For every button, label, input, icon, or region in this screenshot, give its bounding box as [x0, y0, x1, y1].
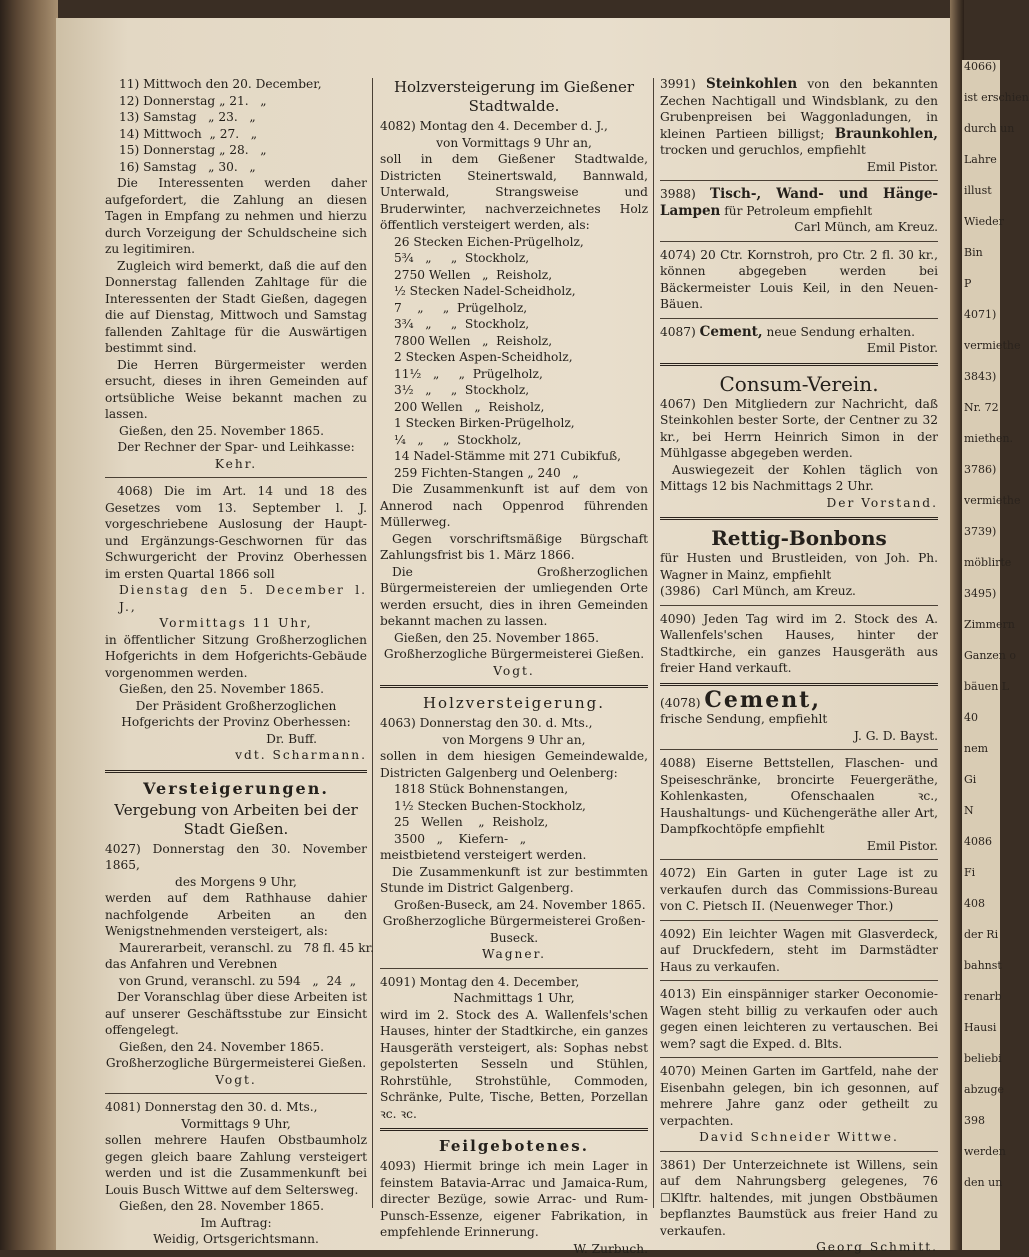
signature: Emil Pistor.	[660, 159, 938, 176]
book-spine-left	[0, 0, 58, 1250]
notice-4068: 4068) Die im Art. 14 und 18 des Gesetzes vom 13. September l. J. vorgeschriebene Auslosung der Haupt- und Ergänzungs-Geschwornen für das Schwurgericht der Provinz Oberhessen im ersten Quartal 1866 soll	[105, 483, 367, 582]
section-heading: Holzversteigerung.	[380, 694, 648, 713]
date-line: Gießen, den 25. November 1865.	[380, 630, 648, 647]
section-heading: Consum-Verein.	[660, 372, 938, 396]
section-heading: Feilgebotenes.	[380, 1137, 648, 1156]
signature: (3986) Carl Münch, am Kreuz.	[660, 583, 938, 600]
notice-4013: 4013) Ein einspänniger starker Oeconomie-Wagen steht billig zu verkaufen oder auch gegen einen leichteren zu vertauschen. Bei wem? sagt die Exped. d. Blts.	[660, 986, 938, 1052]
paragraph: meistbietend versteigert werden.	[380, 847, 648, 864]
column-rule-1	[372, 78, 373, 1208]
notice-4078	[660, 692, 938, 712]
divider	[660, 241, 938, 242]
list-item: 200 Wellen „ Reisholz,	[394, 399, 648, 416]
list-item: 26 Stecken Eichen-Prügelholz,	[394, 234, 648, 251]
edge-fragment: den un	[962, 1176, 1000, 1189]
edge-fragment: P	[962, 277, 1000, 290]
list-item: 1 Stecken Birken-Prügelholz,	[394, 415, 648, 432]
signature: Wagner.	[380, 946, 648, 963]
column-1	[105, 76, 367, 1248]
notice-4074: 4074) 20 Ctr. Kornstroh, pro Ctr. 2 fl. 30 kr., können abgegeben werden bei Bäckermeister Louis Keil, in den Neuen-Bäuen.	[660, 247, 938, 313]
time-line: Vormittags 9 Uhr,	[105, 1116, 367, 1133]
list-item: 1818 Stück Bohnenstangen,	[394, 781, 648, 798]
divider	[660, 920, 938, 921]
edge-fragment: Gi	[962, 773, 1000, 786]
divider	[105, 1093, 367, 1094]
paragraph: frische Sendung, empfiehlt	[660, 711, 938, 728]
paragraph: werden auf dem Rathhause dahier nachfolgende Arbeiten an den Wenigstnehmenden versteigert, als:	[105, 890, 367, 940]
edge-fragment: werden	[962, 1145, 1000, 1158]
divider	[660, 683, 938, 686]
time-line: Vormittags 11 Uhr,	[105, 615, 367, 632]
signature: Carl Münch, am Kreuz.	[660, 219, 938, 236]
divider	[660, 605, 938, 606]
ad-text: für Petroleum empfiehlt	[724, 204, 872, 218]
paragraph: für Husten und Brustleiden, von Joh. Ph. Wagner in Mainz, empfiehlt	[660, 550, 938, 583]
paragraph: wird im 2. Stock des A. Wallenfels'schen Hauses, hinter der Stadtkirche, ein ganzes Hausgeräth versteigert, als: Sophas nebst gepolsterten Sesseln und Stühlen, Rohrstühle, Strohstühle, Commoden, Schränke, Pulte, Tische, Betten, Porzellan ꝛc. ꝛc.	[380, 1007, 648, 1123]
paragraph: Gegen vorschriftsmäßige Bürgschaft Zahlungsfrist bis 1. März 1866.	[380, 531, 648, 564]
ad-headline: Braunkohlen,	[835, 126, 938, 142]
signature: J. G. D. Bayst.	[660, 728, 938, 745]
edge-fragment: miethen.	[962, 432, 1000, 445]
ad-headline: Cement,	[700, 324, 763, 340]
edge-fragment: Lahre	[962, 153, 1000, 166]
divider	[660, 363, 938, 366]
edge-fragment: Bin	[962, 246, 1000, 259]
date-line: Gießen, den 28. November 1865.	[105, 1198, 367, 1215]
list-item: 259 Fichten-Stangen „ 240 „	[394, 465, 648, 482]
edge-fragment: 4066)	[962, 60, 1000, 73]
signature: Der Präsident Großherzoglichen Hofgerichts der Provinz Oberhessen:	[105, 698, 367, 731]
edge-fragment: bäuen L	[962, 680, 1000, 693]
paragraph: soll in dem Gießener Stadtwalde, Districten Steinertswald, Bannwald, Unterwald, Strangsweise und Bruderwinter, nachverzeichnetes Holz öffentlich versteigert werden, als:	[380, 151, 648, 234]
paragraph: sollen mehrere Haufen Obstbaumholz gegen gleich baare Zahlung versteigert werden und ist die Zusammenkunft bei Louis Busch Wittwe auf dem Seltersweg.	[105, 1132, 367, 1198]
price-line: Maurerarbeit, veranschl. zu 78 fl. 45 kr.	[105, 940, 367, 957]
edge-fragment: ist erschien	[962, 91, 1000, 104]
edge-fragment: 3739)	[962, 525, 1000, 538]
time-line: Nachmittags 1 Uhr,	[380, 990, 648, 1007]
ad-number: (4078)	[660, 696, 701, 710]
signature: Großherzogliche Bürgermeisterei Gießen.	[380, 646, 648, 663]
section-heading: Holzversteigerung im Gießener Stadtwalde.	[380, 78, 648, 116]
price-line: von Grund, veranschl. zu 594 „ 24 „	[105, 973, 367, 990]
edge-fragment: renarb	[962, 990, 1000, 1003]
ad-number: 3991)	[660, 77, 696, 91]
signature: David Schneider Wittwe.	[660, 1129, 938, 1146]
edge-fragment: durch un	[962, 122, 1000, 135]
paragraph: Die Herren Bürgermeister werden ersucht, dieses in ihren Gemeinden auf ortsübliche Weise bekannt machen zu lassen.	[105, 357, 367, 423]
wood-list	[380, 234, 648, 482]
list-item: 11) Mittwoch den 20. December,	[119, 76, 367, 93]
divider	[380, 685, 648, 688]
ad-text: von den bekannten Zechen Nachtigall und Windsblank, zu den Grubenpreisen bei Waggonladungen, in kleinen Partieen billigst;	[660, 77, 938, 141]
notice-4092: 4092) Ein leichter Wagen mit Glasverdeck, auf Druckfedern, steht im Darmstädter Haus zu verkaufen.	[660, 926, 938, 976]
date-line: Gießen, den 24. November 1865.	[105, 1039, 367, 1056]
price-line: das Anfahren und Verebnen	[105, 956, 367, 973]
list-item: 2750 Wellen „ Reisholz,	[394, 267, 648, 284]
list-item: 2 Stecken Aspen-Scheidholz,	[394, 349, 648, 366]
ad-headline: Tisch-, Wand- und Hänge-Lampen	[660, 186, 938, 219]
divider	[660, 180, 938, 181]
list-item: ½ Stecken Nadel-Scheidholz,	[394, 283, 648, 300]
list-item: 15) Donnerstag „ 28. „	[119, 142, 367, 159]
edge-fragment: bahnst	[962, 959, 1000, 972]
edge-fragment: 3786)	[962, 463, 1000, 476]
signature: Emil Pistor.	[660, 838, 938, 855]
list-item: 13) Samstag „ 23. „	[119, 109, 367, 126]
paragraph: Die Zusammenkunft ist auf dem von Annerod nach Oppenrod führenden Müllerweg.	[380, 481, 648, 531]
notice-4082-header: 4082) Montag den 4. December d. J.,	[380, 118, 648, 135]
edge-fragment: 40	[962, 711, 1000, 724]
list-item: 7 „ „ Prügelholz,	[394, 300, 648, 317]
date-line: Gießen, den 25. November 1865.	[105, 423, 367, 440]
ad-headline: Steinkohlen	[706, 76, 797, 92]
signature: Vogt.	[380, 663, 648, 680]
notice-3988	[660, 186, 938, 219]
notice-3991	[660, 76, 938, 159]
ad-number: 4087)	[660, 325, 696, 339]
column-rule-2	[653, 78, 654, 1208]
edge-fragment: 398	[962, 1114, 1000, 1127]
ad-text: trocken und geruchlos, empfiehlt	[660, 143, 866, 157]
edge-fragment: Ganzen o	[962, 649, 1000, 662]
notice-4093: 4093) Hiermit bringe ich mein Lager in feinstem Batavia-Arrac und Jamaica-Rum, directer Bezüge, sowie Arrac- und Rum-Punsch-Essenze, eigener Fabrikation, in empfehlende Erinnerung.	[380, 1158, 648, 1241]
list-item: 25 Wellen „ Reisholz,	[394, 814, 648, 831]
notice-4088: 4088) Eiserne Bettstellen, Flaschen- und Speiseschränke, broncirte Feuergeräthe, Kohlenkasten, Ofenschaalen ꝛc., Haushaltungs- und Küchengeräthe aller Art, Dampfkochtöpfe empfiehlt	[660, 755, 938, 838]
list-item: 14 Nadel-Stämme mit 271 Cubikfuß,	[394, 448, 648, 465]
paragraph: sollen in dem hiesigen Gemeindewalde, Districten Galgenberg und Oelenberg:	[380, 748, 648, 781]
signature: W. Zurbuch.	[380, 1241, 648, 1257]
paragraph: Die Interessenten werden daher aufgefordert, die Zahlung an diesen Tagen in Empfang zu nehmen und hierzu durch Vorzeigung der Schuldscheine sich zu legitimiren.	[105, 175, 367, 258]
edge-fragment: N	[962, 804, 1000, 817]
edge-fragment: vermiethe	[962, 494, 1000, 507]
edge-fragment: 3843)	[962, 370, 1000, 383]
edge-fragment: 4071)	[962, 308, 1000, 321]
divider	[380, 968, 648, 969]
payment-dates-list	[105, 76, 367, 175]
edge-fragment: 4086	[962, 835, 1000, 848]
list-item: ¼ „ „ Stockholz,	[394, 432, 648, 449]
signature: Weidig, Ortsgerichtsmann.	[105, 1231, 367, 1248]
signature: Vogt.	[105, 1072, 367, 1089]
wood-list	[380, 781, 648, 847]
notice-4090: 4090) Jeden Tag wird im 2. Stock des A. Wallenfels'schen Hauses, hinter der Stadtkirche, ein ganzes Hausgeräth aus freier Hand verkauft.	[660, 611, 938, 677]
list-item: 14) Mittwoch „ 27. „	[119, 126, 367, 143]
signature: Großherzogliche Bürgermeisterei Gießen.	[105, 1055, 367, 1072]
edge-fragment: Zimmern	[962, 618, 1000, 631]
list-item: 1½ Stecken Buchen-Stockholz,	[394, 798, 648, 815]
paragraph: in öffentlicher Sitzung Großherzoglichen Hofgerichts in dem Hofgerichts-Gebäude vorgenommen werden.	[105, 632, 367, 682]
notice-4087	[660, 324, 938, 341]
paragraph: Die Zusammenkunft ist zur bestimmten Stunde im District Galgenberg.	[380, 864, 648, 897]
edge-fragment: Hausi	[962, 1021, 1000, 1034]
signature: Im Auftrag:	[105, 1215, 367, 1232]
edge-fragment: illust	[962, 184, 1000, 197]
divider	[660, 749, 938, 750]
edge-fragment: vermiethe	[962, 339, 1000, 352]
notice-4081-header: 4081) Donnerstag den 30. d. Mts.,	[105, 1099, 367, 1116]
notice-4063-header: 4063) Donnerstag den 30. d. Mts.,	[380, 715, 648, 732]
signature: Großherzogliche Bürgermeisterei Großen-Buseck.	[380, 913, 648, 946]
list-item: 3½ „ „ Stockholz,	[394, 382, 648, 399]
list-item: 7800 Wellen „ Reisholz,	[394, 333, 648, 350]
subheading: Vergebung von Arbeiten bei der Stadt Gießen.	[105, 801, 367, 839]
notice-3861: 3861) Der Unterzeichnete ist Willens, sein auf dem Nahrungsberg gelegenes, 76 ☐Klftr. haltendes, mit jungen Obstbäumen bepflanztes Baumstück aus freier Hand zu verkaufen.	[660, 1157, 938, 1240]
divider	[660, 859, 938, 860]
signature: Der Vorstand.	[660, 495, 938, 512]
edge-fragment: Fi	[962, 866, 1000, 879]
edge-fragment: 3495)	[962, 587, 1000, 600]
signature: Dr. Buff.	[105, 731, 367, 748]
list-item: 12) Donnerstag „ 21. „	[119, 93, 367, 110]
list-item: 3500 „ Kiefern- „	[394, 831, 648, 848]
divider	[660, 980, 938, 981]
edge-fragment: abzuge	[962, 1083, 1000, 1096]
notice-4027-header: 4027) Donnerstag den 30. November 1865,	[105, 841, 367, 874]
paragraph: Der Voranschlag über diese Arbeiten ist auf unserer Geschäftsstube zur Einsicht offengelegt.	[105, 989, 367, 1039]
edge-fragment: Nr. 72	[962, 401, 1000, 414]
date-line: Dienstag den 5. December l. J.,	[105, 582, 367, 615]
adjacent-page-edge	[962, 60, 1000, 1250]
list-item: 16) Samstag „ 30. „	[119, 159, 367, 176]
signature: Georg Schmitt.	[660, 1239, 938, 1256]
divider	[660, 1057, 938, 1058]
ad-text: neue Sendung erhalten.	[767, 325, 915, 339]
notice-4091-header: 4091) Montag den 4. December,	[380, 974, 648, 991]
time-line: von Morgens 9 Uhr an,	[380, 732, 648, 749]
divider	[660, 1151, 938, 1152]
divider	[380, 1128, 648, 1131]
ad-headline: Rettig-Bonbons	[660, 526, 938, 550]
list-item: 5¾ „ „ Stockholz,	[394, 250, 648, 267]
notice-4072: 4072) Ein Garten in guter Lage ist zu verkaufen durch das Commissions-Bureau von C. Pietsch II. (Neuenweger Thor.)	[660, 865, 938, 915]
edge-fragment: möblirte	[962, 556, 1000, 569]
signature: Kehr.	[105, 456, 367, 473]
divider	[660, 517, 938, 520]
column-3	[660, 76, 938, 1256]
edge-fragment: beliebi	[962, 1052, 1000, 1065]
notice-4070: 4070) Meinen Garten im Gartfeld, nahe der Eisenbahn gelegen, bin ich gesonnen, auf mehrere Jahre ganz oder getheilt zu verpachten.	[660, 1063, 938, 1129]
time-line: von Vormittags 9 Uhr an,	[380, 135, 648, 152]
edge-fragment: 408	[962, 897, 1000, 910]
column-2	[380, 76, 648, 1257]
section-heading: Versteigerungen.	[105, 779, 367, 799]
paragraph: Auswiegezeit der Kohlen täglich von Mittags 12 bis Nachmittags 2 Uhr.	[660, 462, 938, 495]
divider	[105, 477, 367, 478]
signature: vdt. Scharmann.	[105, 747, 367, 764]
signature: Emil Pistor.	[660, 340, 938, 357]
ad-number: 3988)	[660, 187, 696, 201]
date-line: Gießen, den 25. November 1865.	[105, 681, 367, 698]
paragraph: Die Großherzoglichen Bürgermeistereien der umliegenden Orte werden ersucht, dies in ihren Gemeinden bekannt machen zu lassen.	[380, 564, 648, 630]
signature: Der Rechner der Spar- und Leihkasse:	[105, 439, 367, 456]
edge-fragment: Wieder	[962, 215, 1000, 228]
date-line: Großen-Buseck, am 24. November 1865.	[380, 897, 648, 914]
edge-fragment: der Ri	[962, 928, 1000, 941]
list-item: 3¾ „ „ Stockholz,	[394, 316, 648, 333]
divider	[660, 318, 938, 319]
notice-4067: 4067) Den Mitgliedern zur Nachricht, daß Steinkohlen bester Sorte, der Centner zu 32 kr., bei Herrn Heinrich Simon in der Mühlgasse abgegeben werden.	[660, 396, 938, 462]
list-item: 11½ „ „ Prügelholz,	[394, 366, 648, 383]
ad-headline: Cement,	[704, 687, 821, 713]
divider	[105, 770, 367, 773]
time-line: des Morgens 9 Uhr,	[105, 874, 367, 891]
edge-fragment: nem	[962, 742, 1000, 755]
paragraph: Zugleich wird bemerkt, daß die auf den Donnerstag fallenden Zahltage für die Interessenten der Stadt Gießen, dagegen die auf Dienstag, Mittwoch und Samstag fallenden Zahltage für die Auswärtigen bestimmt sind.	[105, 258, 367, 357]
